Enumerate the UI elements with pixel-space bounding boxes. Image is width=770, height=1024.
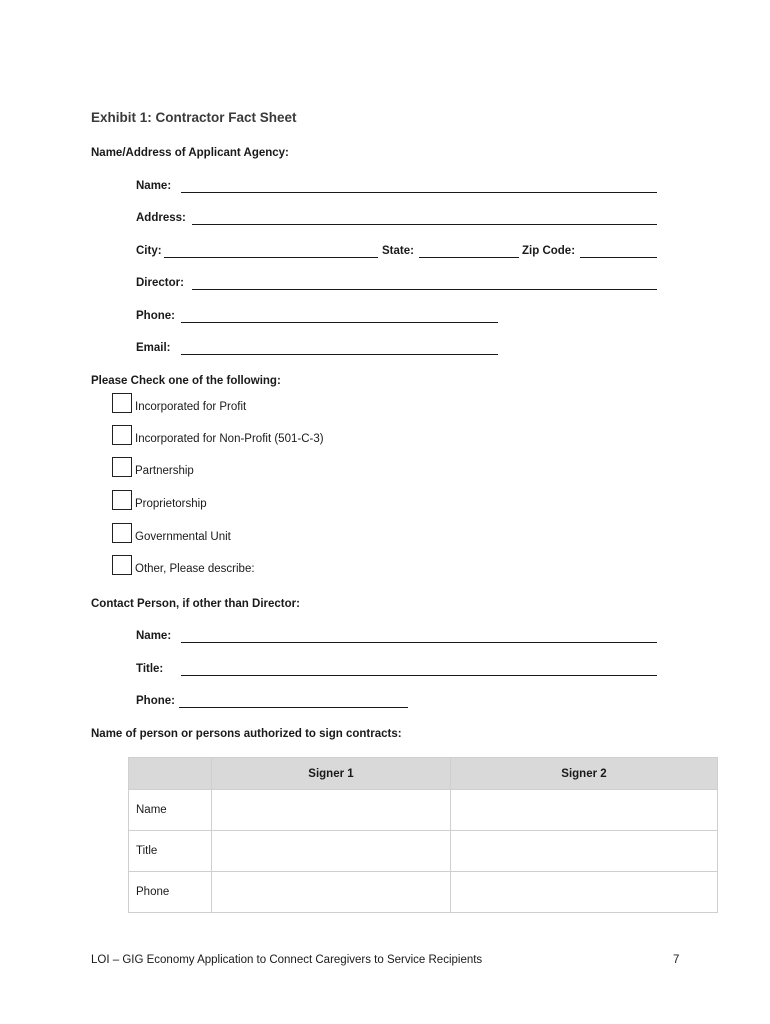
contact-name-label: Name: [136,630,172,642]
checkbox[interactable] [112,457,132,477]
applicant-state-label: State: [382,245,414,257]
contact-heading: Contact Person, if other than Director: [91,598,300,610]
applicant-email-field[interactable] [181,354,498,355]
contact-phone-field[interactable] [179,707,408,708]
checkbox[interactable] [112,425,132,445]
row-label: Title [129,831,212,872]
row-label: Name [129,790,212,831]
checkbox[interactable] [112,523,132,543]
page-title: Exhibit 1: Contractor Fact Sheet [91,110,297,125]
option-label: Other, Please describe: [135,563,255,575]
applicant-city-field[interactable] [164,257,378,258]
applicant-phone-label: Phone: [136,310,175,322]
applicant-zip-field[interactable] [580,257,657,258]
table-header-row [129,758,718,790]
applicant-name-label: Name: [136,180,172,192]
footer-text: LOI – GIG Economy Application to Connect Caregivers to Service Recipients [91,954,483,966]
option-label: Partnership [135,465,194,477]
contact-title-label: Title: [136,663,164,675]
signer-1-name-cell[interactable] [212,790,451,831]
checkbox[interactable] [112,490,132,510]
table-row [129,831,718,872]
signers-table [128,757,718,913]
check-heading: Please Check one of the following: [91,375,281,387]
applicant-address-label: Address: [136,212,186,224]
signer-2-name-cell[interactable] [451,790,718,831]
applicant-phone-field[interactable] [181,322,498,323]
option-label: Incorporated for Profit [135,401,247,413]
table-header-cell: Signer 2 [451,758,718,790]
row-label: Phone [129,872,212,913]
table-row [129,872,718,913]
applicant-director-label: Director: [136,277,184,289]
table-header-cell [129,758,212,790]
checkbox[interactable] [112,393,132,413]
signer-2-phone-cell[interactable] [451,872,718,913]
applicant-email-label: Email: [136,342,171,354]
table-row [129,790,718,831]
contact-phone-label: Phone: [136,695,175,707]
applicant-director-field[interactable] [192,289,657,290]
applicant-heading: Name/Address of Applicant Agency: [91,147,289,159]
option-label: Incorporated for Non-Profit (501-C-3) [135,433,324,445]
applicant-city-label: City: [136,245,162,257]
signers-heading: Name of person or persons authorized to sign contracts: [91,728,402,740]
option-label: Proprietorship [135,498,207,510]
applicant-address-field[interactable] [192,224,657,225]
applicant-zip-label: Zip Code: [522,245,576,257]
applicant-state-field[interactable] [419,257,519,258]
signer-1-title-cell[interactable] [212,831,451,872]
applicant-name-field[interactable] [181,192,657,193]
contact-name-field[interactable] [181,642,657,643]
signer-2-title-cell[interactable] [451,831,718,872]
signer-1-phone-cell[interactable] [212,872,451,913]
page-number: 7 [673,954,680,966]
contact-title-field[interactable] [181,675,657,676]
table-header-cell: Signer 1 [212,758,451,790]
checkbox[interactable] [112,555,132,575]
option-label: Governmental Unit [135,531,231,543]
